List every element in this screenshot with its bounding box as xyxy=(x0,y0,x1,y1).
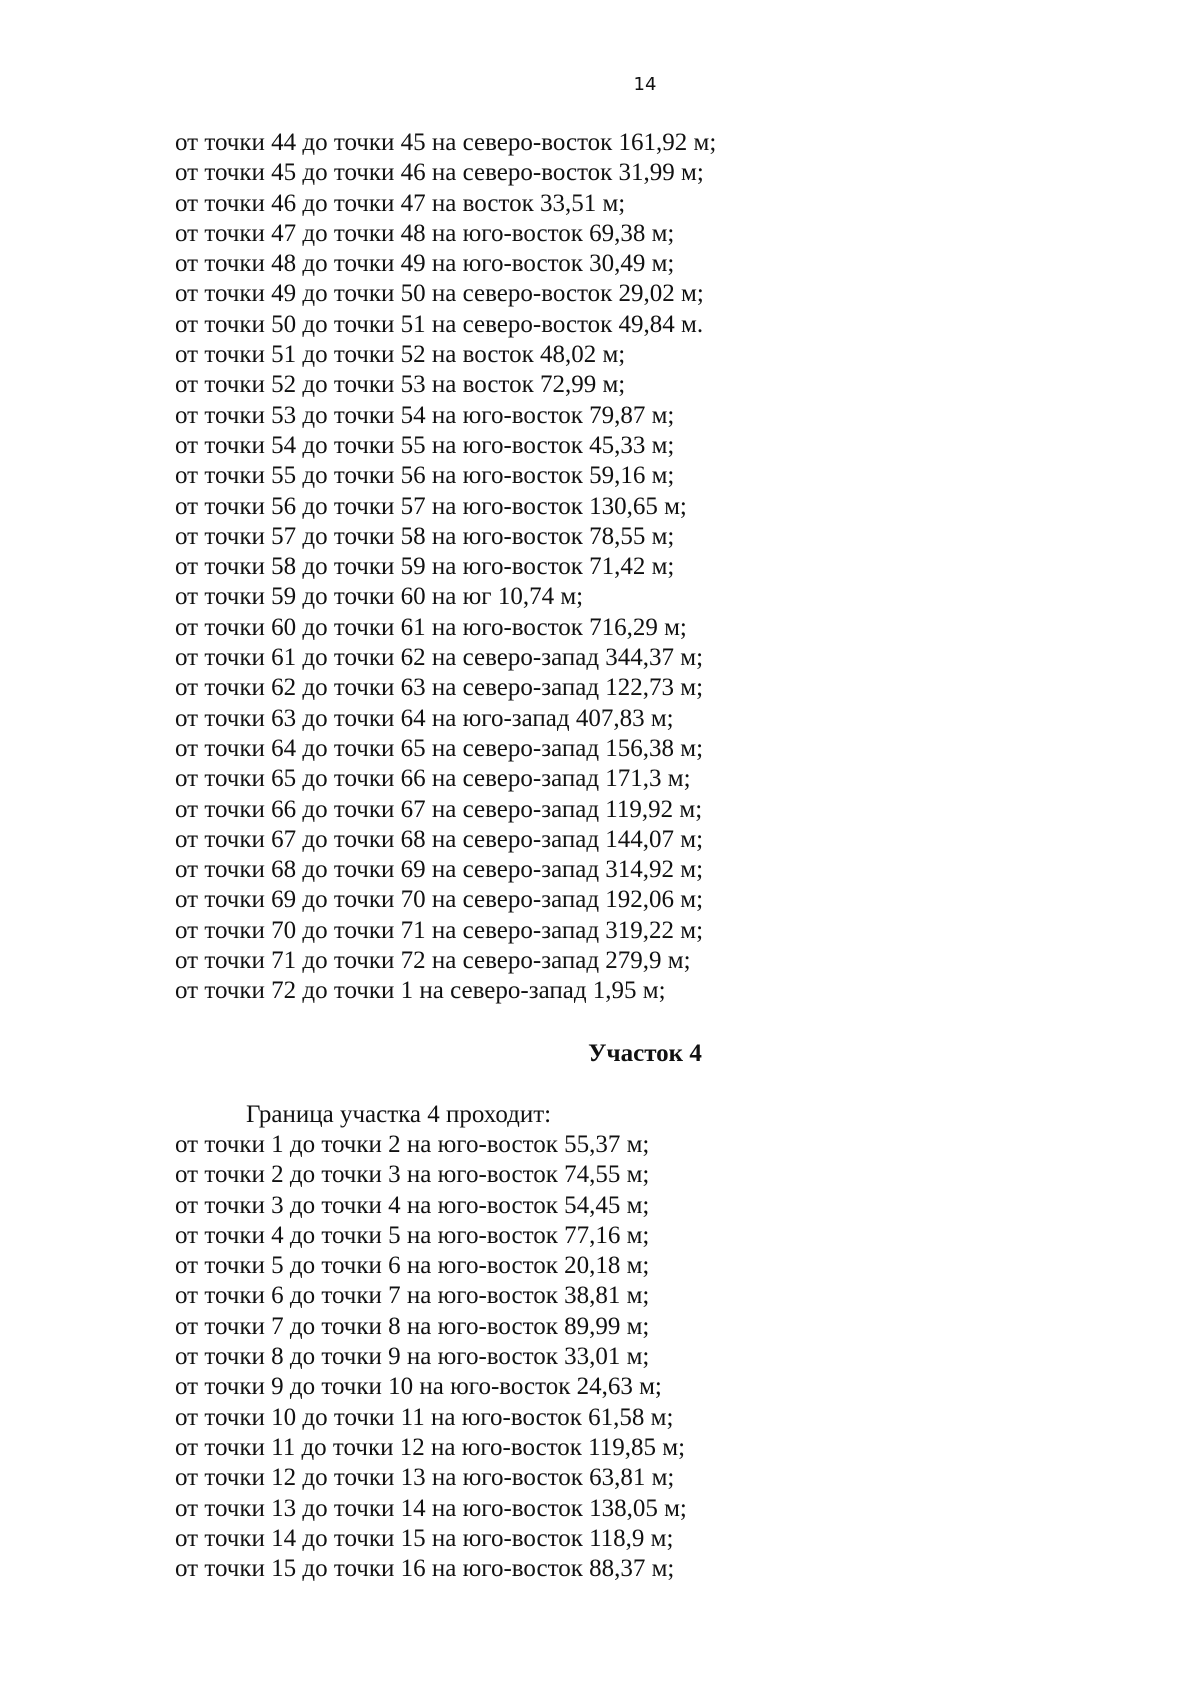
boundary-line: от точки 15 до точки 16 на юго-восток 88,37 м; xyxy=(175,1555,675,1583)
boundary-line: от точки 58 до точки 59 на юго-восток 71,42 м; xyxy=(175,553,675,581)
boundary-line: от точки 46 до точки 47 на восток 33,51 м; xyxy=(175,189,626,217)
boundary-line: от точки 65 до точки 66 на северо-запад 171,3 м; xyxy=(175,765,691,793)
boundary-line: от точки 69 до точки 70 на северо-запад 192,06 м; xyxy=(175,886,704,914)
boundary-line: от точки 64 до точки 65 на северо-запад 156,38 м; xyxy=(175,734,704,762)
boundary-line: от точки 63 до точки 64 на юго-запад 407,83 м; xyxy=(175,704,674,732)
boundary-line: от точки 68 до точки 69 на северо-запад 314,92 м; xyxy=(175,856,704,884)
boundary-line: от точки 70 до точки 71 на северо-запад 319,22 м; xyxy=(175,916,704,944)
boundary-line: от точки 72 до точки 1 на северо-запад 1,95 м; xyxy=(175,977,666,1005)
boundary-line: от точки 59 до точки 60 на юг 10,74 м; xyxy=(175,583,584,611)
boundary-lines-section-4 xyxy=(175,1130,687,1584)
page-number: 14 xyxy=(633,74,657,95)
boundary-line: от точки 71 до точки 72 на северо-запад 279,9 м; xyxy=(175,947,691,975)
boundary-line: от точки 61 до точки 62 на северо-запад 344,37 м; xyxy=(175,644,704,672)
section-intro: Граница участка 4 проходит: xyxy=(246,1101,552,1128)
boundary-line: от точки 52 до точки 53 на восток 72,99 м; xyxy=(175,371,626,399)
boundary-line: от точки 51 до точки 52 на восток 48,02 м; xyxy=(175,341,626,369)
boundary-line: от точки 56 до точки 57 на юго-восток 130,65 м; xyxy=(175,492,687,520)
section-heading: Участок 4 xyxy=(588,1040,702,1067)
boundary-line: от точки 8 до точки 9 на юго-восток 33,01 м; xyxy=(175,1343,650,1371)
boundary-line: от точки 45 до точки 46 на северо-восток 31,99 м; xyxy=(175,159,704,187)
boundary-line: от точки 10 до точки 11 на юго-восток 61,58 м; xyxy=(175,1403,674,1431)
boundary-line: от точки 14 до точки 15 на юго-восток 118,9 м; xyxy=(175,1524,674,1552)
boundary-line: от точки 67 до точки 68 на северо-запад 144,07 м; xyxy=(175,825,704,853)
boundary-line: от точки 4 до точки 5 на юго-восток 77,16 м; xyxy=(175,1221,650,1249)
boundary-line: от точки 11 до точки 12 на юго-восток 119,85 м; xyxy=(175,1433,686,1461)
boundary-line: от точки 57 до точки 58 на юго-восток 78,55 м; xyxy=(175,522,675,550)
boundary-line: от точки 60 до точки 61 на юго-восток 716,29 м; xyxy=(175,613,687,641)
boundary-line: от точки 13 до точки 14 на юго-восток 138,05 м; xyxy=(175,1494,687,1522)
boundary-line: от точки 12 до точки 13 на юго-восток 63,81 м; xyxy=(175,1464,675,1492)
boundary-line: от точки 6 до точки 7 на юго-восток 38,81 м; xyxy=(175,1282,650,1310)
boundary-line: от точки 55 до точки 56 на юго-восток 59,16 м; xyxy=(175,462,675,490)
boundary-line: от точки 2 до точки 3 на юго-восток 74,55 м; xyxy=(175,1161,650,1189)
boundary-line: от точки 54 до точки 55 на юго-восток 45,33 м; xyxy=(175,431,675,459)
boundary-line: от точки 62 до точки 63 на северо-запад 122,73 м; xyxy=(175,674,704,702)
boundary-line: от точки 44 до точки 45 на северо-восток 161,92 м; xyxy=(175,129,717,156)
boundary-lines-previous xyxy=(175,128,716,1007)
boundary-line: от точки 66 до точки 67 на северо-запад 119,92 м; xyxy=(175,795,703,823)
boundary-line: от точки 3 до точки 4 на юго-восток 54,45 м; xyxy=(175,1191,650,1219)
boundary-line: от точки 7 до точки 8 на юго-восток 89,99 м; xyxy=(175,1312,650,1340)
boundary-line: от точки 53 до точки 54 на юго-восток 79,87 м; xyxy=(175,401,675,429)
boundary-line: от точки 47 до точки 48 на юго-восток 69,38 м; xyxy=(175,219,675,247)
boundary-line: от точки 49 до точки 50 на северо-восток 29,02 м; xyxy=(175,280,704,308)
boundary-line: от точки 48 до точки 49 на юго-восток 30,49 м; xyxy=(175,250,675,278)
boundary-line: от точки 5 до точки 6 на юго-восток 20,18 м; xyxy=(175,1252,650,1280)
boundary-line: от точки 9 до точки 10 на юго-восток 24,63 м; xyxy=(175,1373,662,1401)
boundary-line: от точки 1 до точки 2 на юго-восток 55,37 м; xyxy=(175,1131,650,1158)
boundary-line: от точки 50 до точки 51 на северо-восток 49,84 м. xyxy=(175,310,704,338)
